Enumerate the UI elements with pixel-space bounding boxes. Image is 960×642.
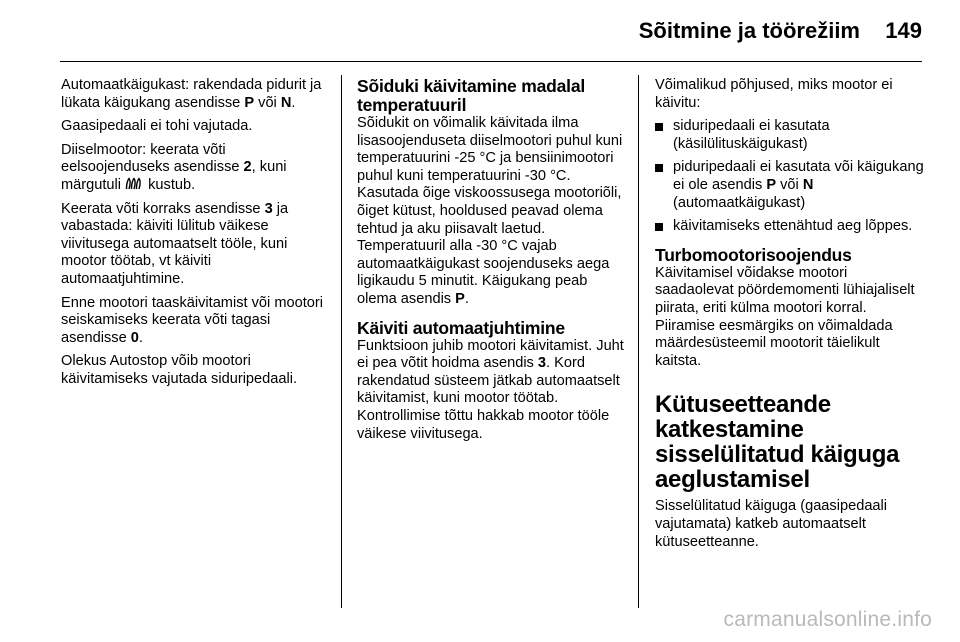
- paragraph-turbo-warmup: Käivitamisel võidakse mootori saadaolevat pöördemomenti lühiajaliselt piirata, eriti külma mootori korral. Piiramise eesmärgiks on võimaldada määrdesüsteemil mootorit täielikult kaitsta.: [655, 264, 915, 369]
- paragraph-turn-key: Keerata võti korraks asendisse 3 ja vabastada: käiviti lülitub väikese viivitusega automaatselt tööle, kuni mootor töötab, vt käiviti automaatjuhtimine.: [61, 200, 289, 287]
- page-header: [0, 0, 960, 60]
- heading-cold-start: Sõiduki käivitamine madalal temperatuuril: [357, 76, 586, 115]
- square-bullet-icon: [655, 223, 663, 231]
- column-2: [357, 77, 629, 449]
- column-divider-1: [341, 75, 342, 608]
- square-bullet-icon: [655, 123, 663, 131]
- column-1: [61, 77, 333, 395]
- column-divider-2: [638, 75, 639, 608]
- header-title: Sõitmine ja töörežiim: [638, 18, 860, 43]
- heading-starter-control: Käiviti automaatjuhtimine: [357, 317, 565, 338]
- heading-fuel-cutoff: Kütuseetteande katkestamine sisselülitatud käiguga aeglustamisel: [655, 391, 900, 494]
- reasons-list: [655, 118, 927, 236]
- paragraph-accelerator: Gaasipedaali ei tohi vajutada.: [61, 118, 253, 135]
- page-number: 149: [885, 18, 922, 43]
- paragraph-starter-control: Funktsioon juhib mootori käivitamist. Juht ei pea võtit hoidma asendis 3. Kord rakendatud süsteem jätkab automaatselt käivitamist, kuni mootor töötab. Kontrollimise tõttu hakkab mootor tööle väikese viivitusega.: [357, 337, 624, 442]
- column-3: [655, 77, 927, 557]
- glow-plug-icon: [125, 177, 142, 191]
- header-rule: [60, 61, 922, 62]
- paragraph-automatic-gearbox: Automaatkäigukast: rakendada pidurit ja lükata käigukang asendisse P või N.: [61, 77, 322, 111]
- paragraph-autostop: Olekus Autostop võib mootori käivitamiseks vajutada siduripedaali.: [61, 353, 298, 387]
- gear-p: P: [244, 94, 255, 111]
- paragraph-fuel-cutoff: Sisselülitatud käiguga (gaasipedaali vajutamata) katkeb automaatselt kütuseetteanne.: [655, 498, 888, 550]
- square-bullet-icon: [655, 164, 663, 172]
- heading-turbo-warmup: Turbomootorisoojendus: [655, 244, 852, 265]
- list-item: piduripedaali ei kasutata või käigukang ei ole asendis P või N (automaatkäigukast): [655, 159, 927, 212]
- paragraph-diesel: Diiselmootor: keerata võti eelsoojenduseks asendisse 2, kuni märgutuli kustub.: [61, 141, 287, 193]
- gear-n: N: [280, 94, 292, 111]
- paragraph-restart: Enne mootori taaskäivitamist või mootori seiskamiseks keerata võti tagasi asendisse 0.: [61, 294, 323, 346]
- list-item: käivitamiseks ettenähtud aeg lõppes.: [655, 218, 927, 236]
- watermark: carmanualsonline.info: [723, 608, 932, 631]
- paragraph-reasons: Võimalikud põhjused, miks mootor ei käivitu:: [655, 77, 893, 111]
- list-item: siduripedaali ei kasutata (käsilülituskäigukast): [655, 118, 927, 153]
- paragraph-cold-start: Sõidukit on võimalik käivitada ilma lisasoojenduseta diiselmootori puhul kuni temperatuurini -25 °C ja bensiinimootori puhul kuni temperatuurini -30 °C. Kasutada õige viskoossusega mootoriõli, õiget kütust, hooldused peavad olema tehtud ja aku piisavalt laetud. Temperatuuril alla -30 °C vajab automaatkäigukast soojenduseks aega ligikaudu 5 minutit. Käigukang peab olema asendis P.: [357, 115, 623, 307]
